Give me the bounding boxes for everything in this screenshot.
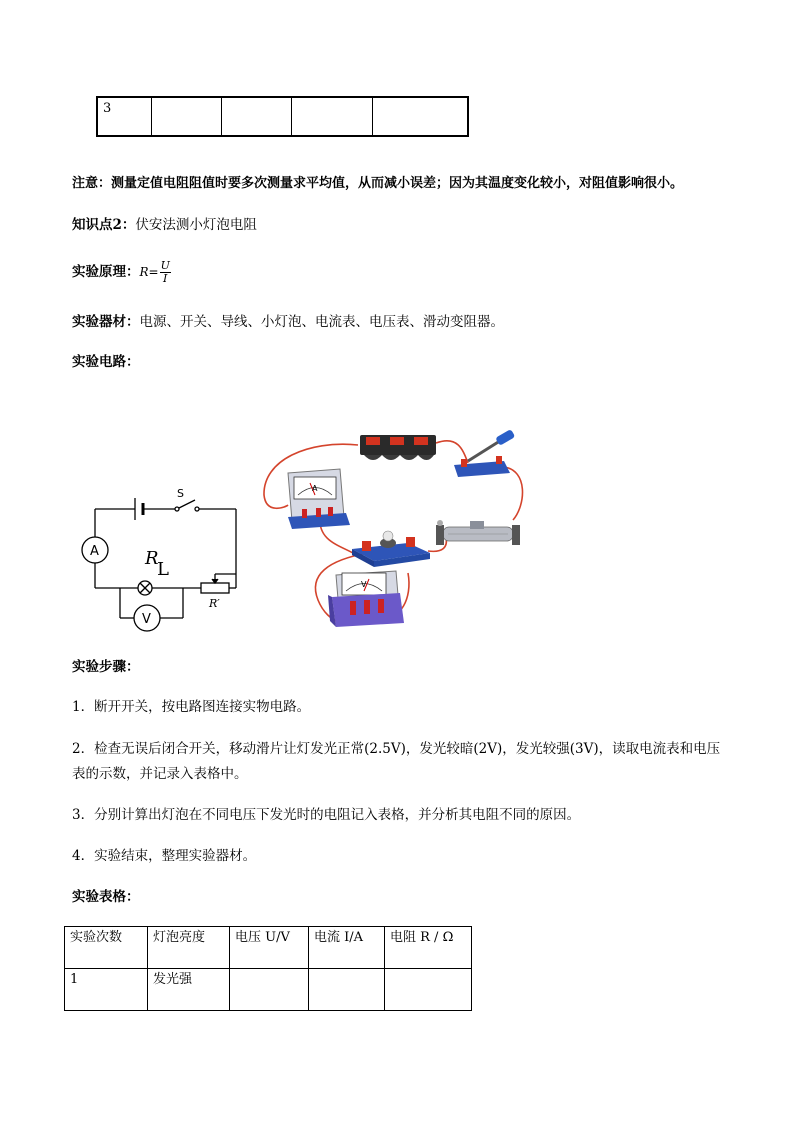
step-1: 1．断开开关，按电路图连接实物电路。 (72, 699, 311, 715)
table-cell (309, 969, 385, 1011)
table-cell (222, 97, 292, 136)
ammeter-device-label: A (312, 484, 318, 493)
step-2-continued: 表的示数，并记录入表格中。 (72, 766, 248, 782)
table-cell: 1 (65, 969, 148, 1011)
principle-label: 实验原理： (72, 264, 140, 280)
table-heading: 实验表格： (72, 889, 140, 905)
formula-numerator: U (160, 259, 170, 272)
lamp-label: R (145, 548, 159, 569)
step-2: 2．检查无误后闭合开关，移动滑片让灯发光正常(2.5V)，发光较暗(2V)，发光较强(3V)，读取电流表和电压 (72, 741, 721, 757)
lamp-device (352, 531, 430, 567)
formula-denominator: I (163, 272, 168, 285)
rheostat-device (436, 520, 520, 545)
knowledge-point-2 (72, 215, 257, 235)
table-cell (385, 969, 472, 1011)
table-cell: 发光强 (148, 969, 230, 1011)
kp2-text: 伏安法测小灯泡电阻 (135, 217, 257, 233)
header-cell: 电阻 R / Ω (385, 927, 472, 969)
lamp-subscript: L (157, 559, 169, 580)
header-cell: 灯泡亮度 (148, 927, 230, 969)
table-header-row (65, 927, 472, 969)
circuit-heading: 实验电路： (72, 354, 140, 370)
table-cell (292, 97, 373, 136)
ammeter-device (288, 469, 350, 529)
battery-box (360, 435, 436, 460)
header-cell: 电流 I/A (309, 927, 385, 969)
kp2-label: 知识点2： (72, 217, 136, 233)
step-3: 3．分别计算出灯泡在不同电压下发光时的电阻记入表格，并分析其电阻不同的原因。 (72, 807, 581, 823)
table-row (97, 97, 468, 136)
voltmeter-symbol: V (142, 612, 151, 627)
voltmeter-device (328, 571, 404, 627)
rheostat-label: R′ (209, 597, 220, 610)
header-cell: 电压 U/V (230, 927, 309, 969)
step-4: 4．实验结束，整理实验器材。 (72, 848, 257, 864)
equipment-line (72, 312, 504, 332)
formula-fraction (160, 260, 171, 285)
header-cell: 实验次数 (65, 927, 148, 969)
table-cell: 3 (97, 97, 152, 136)
table-row (65, 969, 472, 1011)
experiment-table (64, 926, 472, 1011)
apparatus-illustration (258, 425, 534, 633)
top-table (96, 96, 469, 137)
switch-label: S (177, 487, 184, 500)
circuit-schematic (75, 480, 245, 635)
steps-heading: 实验步骤： (72, 659, 140, 675)
table-cell (230, 969, 309, 1011)
equipment-label: 实验器材： (72, 314, 140, 330)
principle-line (72, 260, 171, 285)
ammeter-symbol: A (90, 544, 99, 559)
table-cell (152, 97, 222, 136)
table-cell (373, 97, 469, 136)
equipment-text: 电源、开关、导线、小灯泡、电流表、电压表、滑动变阻器。 (139, 314, 504, 330)
note-text: 注意：测量定值电阻阻值时要多次测量求平均值，从而减小误差；因为其温度变化较小，对阻值影响很小。 (72, 176, 684, 191)
formula-lhs: R= (139, 265, 159, 279)
voltmeter-device-label: V (361, 580, 367, 589)
